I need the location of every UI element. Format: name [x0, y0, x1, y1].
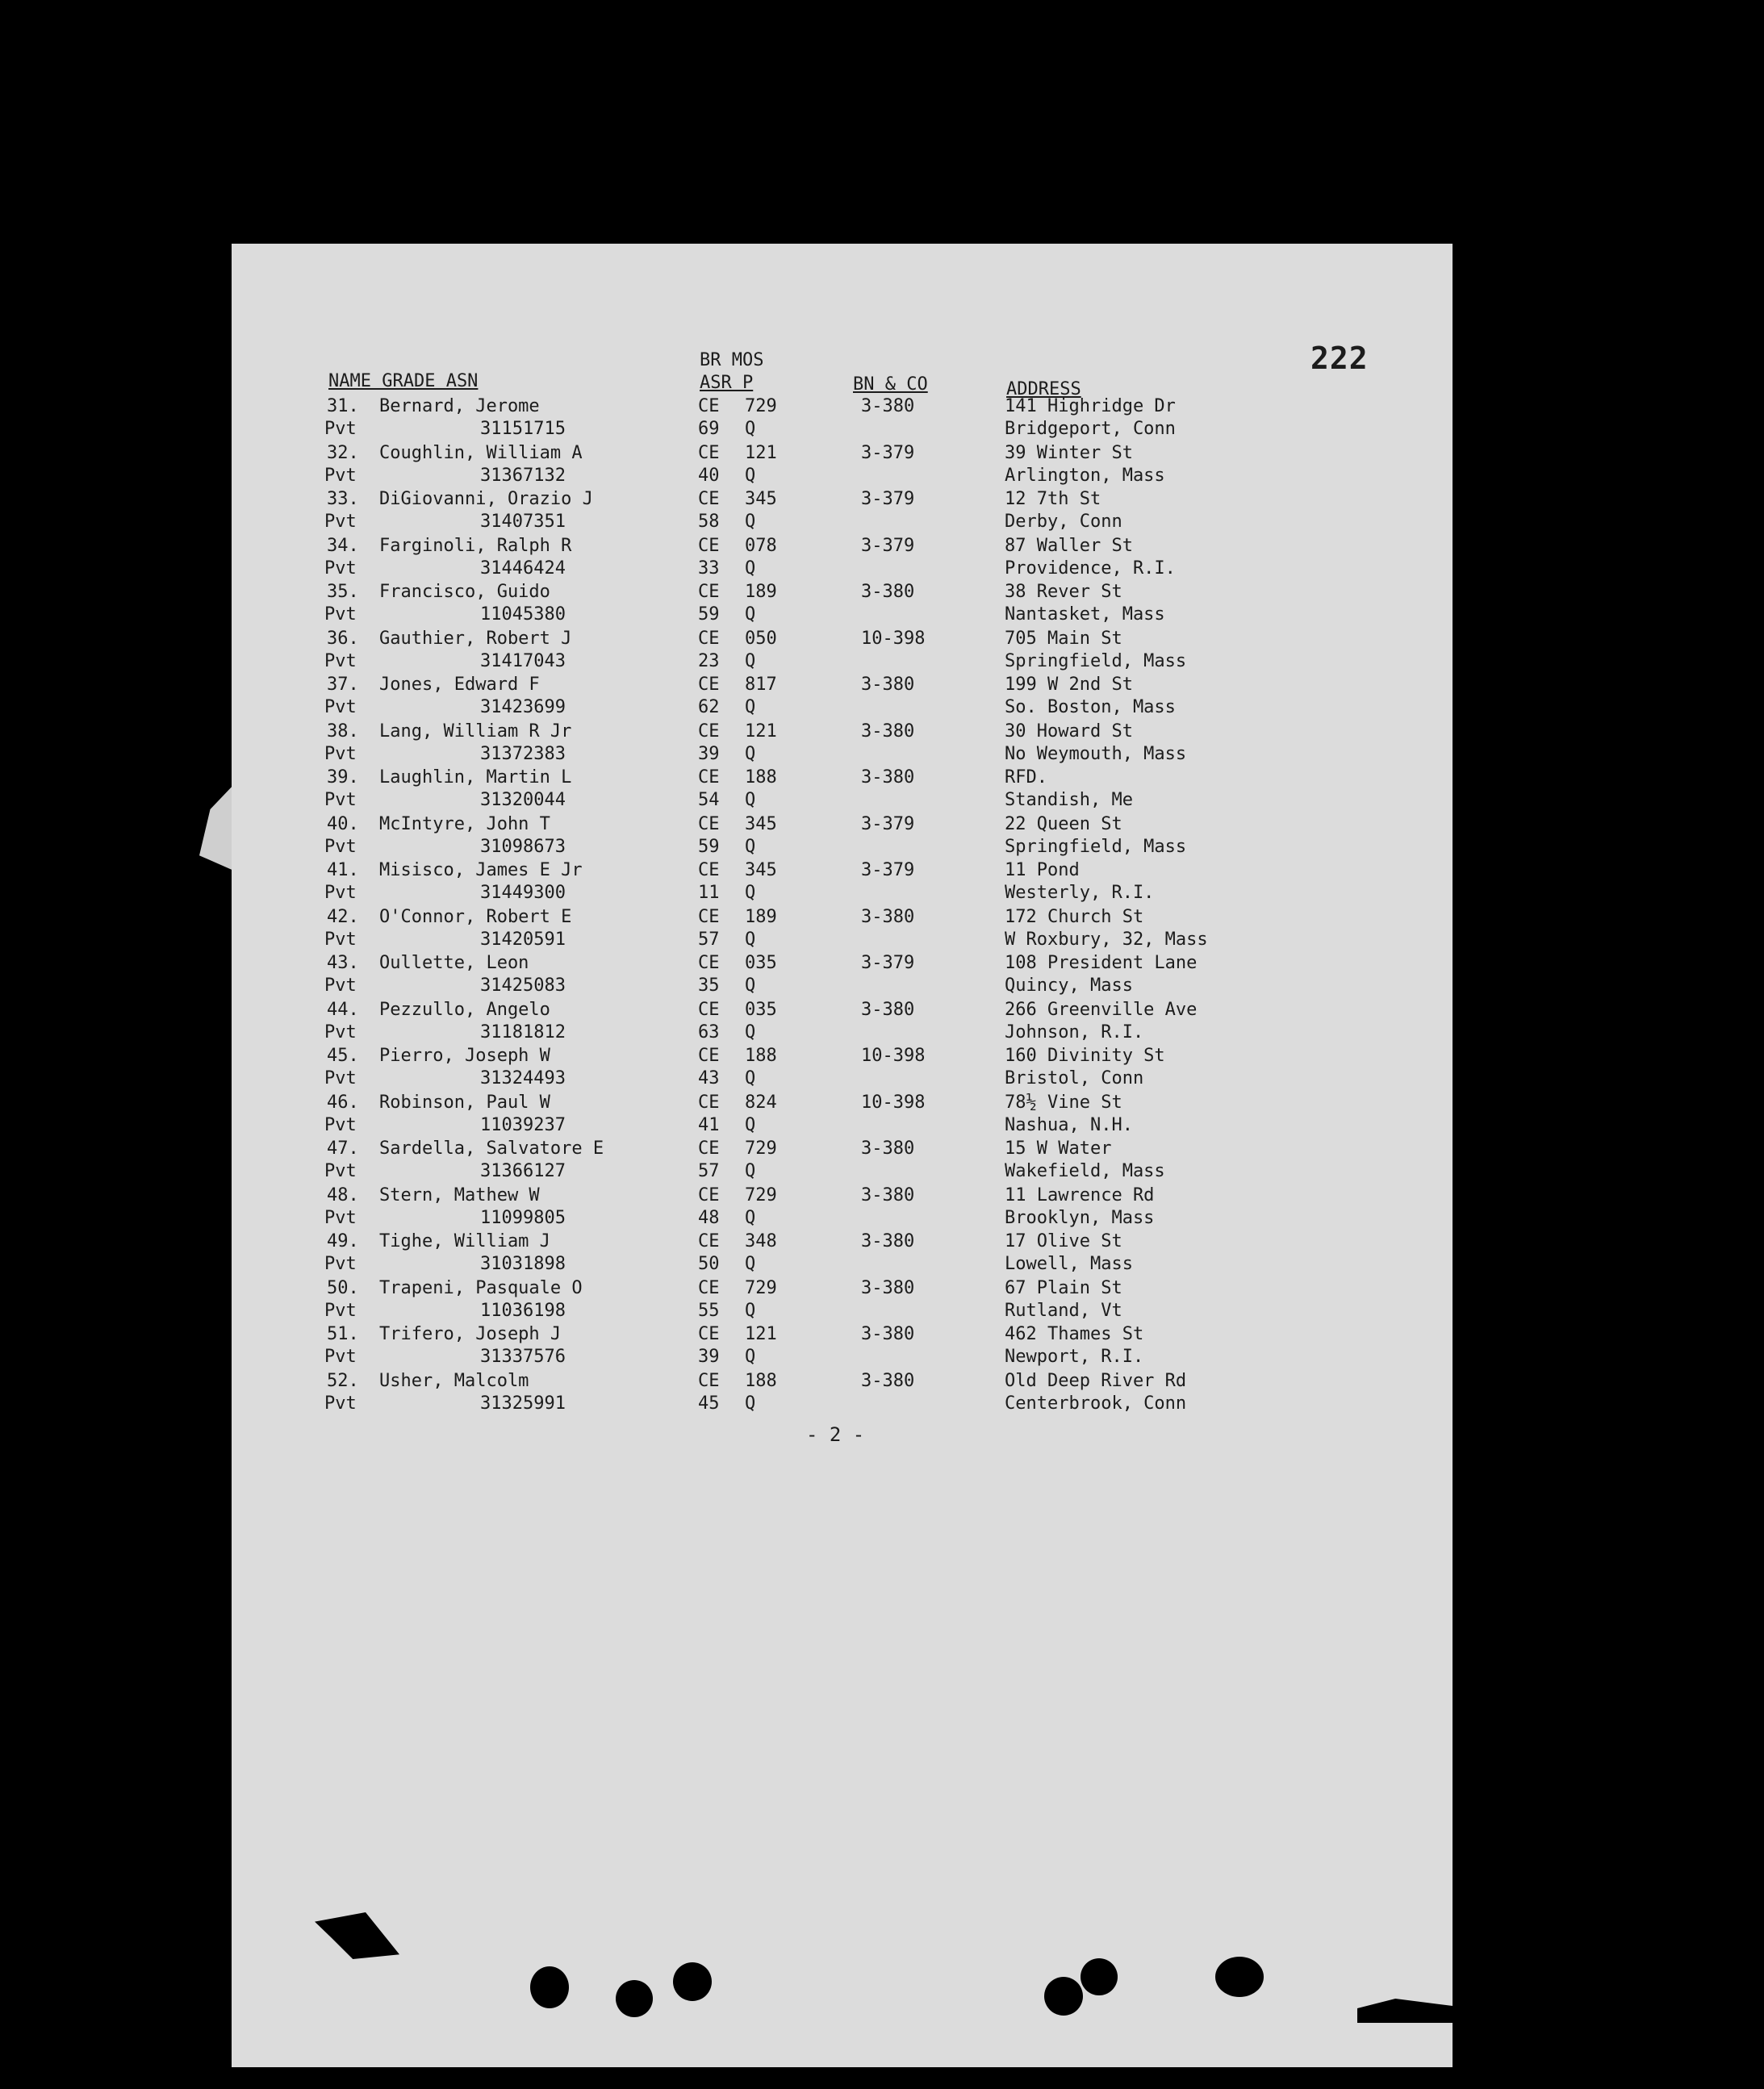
entry-number: 42.: [327, 906, 359, 927]
entry-number: 32.: [327, 442, 359, 463]
entry-grade: Pvt: [324, 1254, 357, 1274]
entry-asr: 63: [698, 1022, 720, 1042]
entry-name: Misisco, James E Jr: [379, 860, 583, 880]
roster-entry: [232, 767, 1453, 813]
entry-mos: 824: [745, 1092, 777, 1113]
roster-entry: [232, 952, 1453, 999]
entry-number: 35.: [327, 582, 359, 602]
entry-asn: 31407351: [480, 512, 566, 532]
entry-address-line2: Nantasket, Mass: [1005, 604, 1165, 625]
roster-entry: [232, 488, 1453, 535]
entry-number: 37.: [327, 675, 359, 695]
entry-p: Q: [745, 883, 756, 903]
roster-entry: [232, 535, 1453, 582]
entry-bn-co: 3-380: [861, 767, 915, 788]
entry-number: 52.: [327, 1370, 359, 1391]
entry-branch: CE: [698, 767, 720, 788]
entry-number: 47.: [327, 1139, 359, 1159]
entry-mos: 345: [745, 813, 777, 834]
entry-address-line1: 462 Thames St: [1005, 1324, 1144, 1344]
entry-address-line1: 266 Greenville Ave: [1005, 999, 1198, 1020]
entry-branch: CE: [698, 442, 720, 463]
entry-mos: 729: [745, 1184, 777, 1205]
punch-hole: [1215, 1957, 1264, 1997]
entry-address-line1: 160 Divinity St: [1005, 1046, 1165, 1066]
roster-entry: [232, 1092, 1453, 1139]
entry-address-line2: Centerbrook, Conn: [1005, 1393, 1187, 1414]
entry-mos: 729: [745, 396, 777, 416]
entry-name: Sardella, Salvatore E: [379, 1139, 604, 1159]
entry-mos: 817: [745, 675, 777, 695]
roster-entry: [232, 442, 1453, 489]
entry-branch: CE: [698, 628, 720, 649]
entry-address-line2: Brooklyn, Mass: [1005, 1207, 1155, 1228]
entry-branch: CE: [698, 1231, 720, 1251]
entry-asr: 48: [698, 1207, 720, 1228]
entry-branch: CE: [698, 675, 720, 695]
entry-address-line1: 705 Main St: [1005, 628, 1122, 649]
entry-address-line2: Johnson, R.I.: [1005, 1022, 1144, 1042]
entry-mos: 729: [745, 1277, 777, 1298]
entry-grade: Pvt: [324, 1300, 357, 1321]
roster-entry: [232, 1230, 1453, 1277]
entry-asr: 33: [698, 558, 720, 579]
entry-number: 45.: [327, 1046, 359, 1066]
entry-address-line1: 172 Church St: [1005, 906, 1144, 927]
entry-asr: 39: [698, 743, 720, 764]
entry-asr: 41: [698, 1114, 720, 1135]
roster-entry: [232, 859, 1453, 906]
roster-entry: [232, 1323, 1453, 1370]
entry-name: Coughlin, William A: [379, 442, 583, 463]
entry-number: 31.: [327, 396, 359, 416]
entry-asr: 57: [698, 929, 720, 950]
entry-branch: CE: [698, 953, 720, 973]
entry-grade: Pvt: [324, 1161, 357, 1181]
entry-branch: CE: [698, 813, 720, 834]
entry-branch: CE: [698, 582, 720, 602]
entry-asr: 54: [698, 790, 720, 810]
page-number: 222: [1310, 341, 1369, 376]
entry-bn-co: 3-380: [861, 396, 915, 416]
header-address: ADDRESS: [1006, 379, 1081, 399]
entry-mos: 188: [745, 1370, 777, 1391]
entry-address-line1: 22 Queen St: [1005, 813, 1122, 834]
entry-name: Oullette, Leon: [379, 953, 529, 973]
entry-bn-co: 10-398: [861, 628, 926, 649]
entry-bn-co: 3-380: [861, 1370, 915, 1391]
entry-asn: 31151715: [480, 419, 566, 439]
header-asr-p: ASR P: [700, 373, 754, 393]
entry-name: Usher, Malcolm: [379, 1370, 529, 1391]
entry-number: 44.: [327, 999, 359, 1020]
entry-name: Tighe, William J: [379, 1231, 550, 1251]
entry-asn: 11045380: [480, 604, 566, 625]
entry-asr: 43: [698, 1068, 720, 1088]
entry-bn-co: 3-379: [861, 535, 915, 556]
entry-bn-co: 3-380: [861, 721, 915, 742]
entry-mos: 189: [745, 582, 777, 602]
entry-branch: CE: [698, 535, 720, 556]
entry-asn: 31031898: [480, 1254, 566, 1274]
entry-p: Q: [745, 976, 756, 996]
entry-branch: CE: [698, 1184, 720, 1205]
entry-grade: Pvt: [324, 604, 357, 625]
entry-name: Robinson, Paul W: [379, 1092, 550, 1113]
entry-address-line1: 11 Pond: [1005, 860, 1080, 880]
roster-entry: [232, 721, 1453, 767]
entry-p: Q: [745, 697, 756, 717]
entry-p: Q: [745, 1068, 756, 1088]
entry-asr: 57: [698, 1161, 720, 1181]
entry-p: Q: [745, 1114, 756, 1135]
entry-bn-co: 3-380: [861, 1184, 915, 1205]
entry-address-line1: 15 W Water: [1005, 1139, 1112, 1159]
entry-branch: CE: [698, 1092, 720, 1113]
entry-asr: 62: [698, 697, 720, 717]
entry-bn-co: 3-379: [861, 489, 915, 509]
entry-name: O'Connor, Robert E: [379, 906, 572, 927]
roster-entry: [232, 1277, 1453, 1324]
roster-entry: [232, 1045, 1453, 1092]
entry-address-line1: 108 President Lane: [1005, 953, 1198, 973]
entry-number: 39.: [327, 767, 359, 788]
entry-asn: 31423699: [480, 697, 566, 717]
entry-number: 33.: [327, 489, 359, 509]
entry-mos: 188: [745, 767, 777, 788]
entry-address-line1: 39 Winter St: [1005, 442, 1133, 463]
entry-address-line2: Arlington, Mass: [1005, 465, 1165, 486]
entry-bn-co: 10-398: [861, 1092, 926, 1113]
entry-address-line1: 87 Waller St: [1005, 535, 1133, 556]
entry-branch: CE: [698, 1324, 720, 1344]
entry-address-line1: 78½ Vine St: [1005, 1092, 1122, 1113]
roster-entry: [232, 999, 1453, 1046]
entry-name: McIntyre, John T: [379, 813, 550, 834]
entry-number: 49.: [327, 1231, 359, 1251]
entry-name: Francisco, Guido: [379, 582, 550, 602]
entry-name: Trapeni, Pasquale O: [379, 1277, 583, 1298]
header-name-grade-asn: NAME GRADE ASN: [328, 371, 479, 391]
entry-branch: CE: [698, 860, 720, 880]
entry-asn: 31325991: [480, 1393, 566, 1414]
entry-branch: CE: [698, 721, 720, 742]
entry-address-line2: Wakefield, Mass: [1005, 1161, 1165, 1181]
entry-asn: 11039237: [480, 1114, 566, 1135]
entry-p: Q: [745, 650, 756, 671]
entry-asn: 11036198: [480, 1300, 566, 1321]
roster-entry: [232, 395, 1453, 442]
entry-asn: 31367132: [480, 465, 566, 486]
entry-bn-co: 3-380: [861, 1324, 915, 1344]
entry-grade: Pvt: [324, 697, 357, 717]
entry-mos: 035: [745, 999, 777, 1020]
punch-hole: [616, 1980, 653, 2017]
entry-branch: CE: [698, 999, 720, 1020]
entry-p: Q: [745, 743, 756, 764]
entry-asn: 31417043: [480, 650, 566, 671]
entry-p: Q: [745, 1022, 756, 1042]
entry-grade: Pvt: [324, 1207, 357, 1228]
entry-address-line1: 17 Olive St: [1005, 1231, 1122, 1251]
entry-asr: 55: [698, 1300, 720, 1321]
entry-name: Jones, Edward F: [379, 675, 540, 695]
entry-mos: 189: [745, 906, 777, 927]
entry-bn-co: 3-380: [861, 1231, 915, 1251]
entry-branch: CE: [698, 1046, 720, 1066]
entry-number: 46.: [327, 1092, 359, 1113]
entry-asn: 31337576: [480, 1347, 566, 1367]
entry-bn-co: 3-380: [861, 999, 915, 1020]
entry-branch: CE: [698, 1370, 720, 1391]
entry-address-line2: So. Boston, Mass: [1005, 697, 1176, 717]
roster-entry: [232, 674, 1453, 721]
entry-p: Q: [745, 465, 756, 486]
entry-address-line1: 67 Plain St: [1005, 1277, 1122, 1298]
entry-address-line2: W Roxbury, 32, Mass: [1005, 929, 1208, 950]
entry-asn: 31098673: [480, 836, 566, 857]
entry-mos: 035: [745, 953, 777, 973]
entry-number: 40.: [327, 813, 359, 834]
entry-grade: Pvt: [324, 1347, 357, 1367]
entry-bn-co: 3-379: [861, 442, 915, 463]
entry-address-line2: Providence, R.I.: [1005, 558, 1176, 579]
entry-grade: Pvt: [324, 976, 357, 996]
entry-asn: 31324493: [480, 1068, 566, 1088]
entry-mos: 345: [745, 860, 777, 880]
entry-asr: 11: [698, 883, 720, 903]
entry-grade: Pvt: [324, 419, 357, 439]
entry-asr: 23: [698, 650, 720, 671]
page-edge-tab: [199, 783, 236, 871]
entry-asn: 31181812: [480, 1022, 566, 1042]
entry-number: 43.: [327, 953, 359, 973]
entry-address-line2: Newport, R.I.: [1005, 1347, 1144, 1367]
entry-p: Q: [745, 1393, 756, 1414]
entry-asr: 39: [698, 1347, 720, 1367]
entry-address-line1: RFD.: [1005, 767, 1047, 788]
entry-asr: 45: [698, 1393, 720, 1414]
entry-grade: Pvt: [324, 650, 357, 671]
entry-mos: 729: [745, 1139, 777, 1159]
entry-bn-co: 3-380: [861, 906, 915, 927]
entry-asn: 31372383: [480, 743, 566, 764]
entry-asn: 31449300: [480, 883, 566, 903]
entry-bn-co: 3-379: [861, 813, 915, 834]
entry-grade: Pvt: [324, 1114, 357, 1135]
entry-asn: 31420591: [480, 929, 566, 950]
entry-p: Q: [745, 1207, 756, 1228]
entry-asr: 69: [698, 419, 720, 439]
entry-number: 34.: [327, 535, 359, 556]
punch-hole: [1081, 1958, 1118, 1995]
entry-address-line2: Bridgeport, Conn: [1005, 419, 1176, 439]
entry-asn: 31320044: [480, 790, 566, 810]
entry-mos: 078: [745, 535, 777, 556]
entry-p: Q: [745, 419, 756, 439]
entry-branch: CE: [698, 489, 720, 509]
entry-address-line2: Standish, Me: [1005, 790, 1133, 810]
entry-p: Q: [745, 512, 756, 532]
entry-grade: Pvt: [324, 1022, 357, 1042]
roster-entry: [232, 581, 1453, 628]
entry-grade: Pvt: [324, 1068, 357, 1088]
entry-address-line2: Rutland, Vt: [1005, 1300, 1122, 1321]
entry-address-line2: Quincy, Mass: [1005, 976, 1133, 996]
roster-entry: [232, 1138, 1453, 1184]
entry-name: Lang, William R Jr: [379, 721, 572, 742]
entry-asr: 50: [698, 1254, 720, 1274]
entry-p: Q: [745, 929, 756, 950]
entry-number: 50.: [327, 1277, 359, 1298]
entry-address-line2: Springfield, Mass: [1005, 650, 1187, 671]
entry-grade: Pvt: [324, 512, 357, 532]
entry-branch: CE: [698, 1139, 720, 1159]
entry-name: Trifero, Joseph J: [379, 1324, 562, 1344]
entry-address-line2: Westerly, R.I.: [1005, 883, 1155, 903]
entry-name: DiGiovanni, Orazio J: [379, 489, 593, 509]
entry-address-line1: 199 W 2nd St: [1005, 675, 1133, 695]
entry-mos: 050: [745, 628, 777, 649]
entry-address-line1: 30 Howard St: [1005, 721, 1133, 742]
entry-bn-co: 3-380: [861, 582, 915, 602]
entry-asn: 11099805: [480, 1207, 566, 1228]
entry-grade: Pvt: [324, 465, 357, 486]
entry-asr: 40: [698, 465, 720, 486]
entry-bn-co: 3-380: [861, 675, 915, 695]
entry-grade: Pvt: [324, 883, 357, 903]
entry-grade: Pvt: [324, 836, 357, 857]
entry-grade: Pvt: [324, 790, 357, 810]
entry-mos: 348: [745, 1231, 777, 1251]
entry-mos: 121: [745, 1324, 777, 1344]
entry-address-line1: 11 Lawrence Rd: [1005, 1184, 1155, 1205]
roster-entry: [232, 628, 1453, 675]
entry-grade: Pvt: [324, 1393, 357, 1414]
entry-name: Laughlin, Martin L: [379, 767, 572, 788]
entry-name: Bernard, Jerome: [379, 396, 540, 416]
entry-bn-co: 3-379: [861, 953, 915, 973]
entry-address-line1: Old Deep River Rd: [1005, 1370, 1187, 1391]
entry-address-line1: 38 Rever St: [1005, 582, 1122, 602]
entry-name: Pierro, Joseph W: [379, 1046, 550, 1066]
punch-hole: [673, 1962, 712, 2001]
entry-asn: 31425083: [480, 976, 566, 996]
entry-name: Stern, Mathew W: [379, 1184, 540, 1205]
entry-asn: 31446424: [480, 558, 566, 579]
entry-p: Q: [745, 558, 756, 579]
entry-asr: 35: [698, 976, 720, 996]
entry-address-line2: Bristol, Conn: [1005, 1068, 1144, 1088]
punch-hole: [530, 1966, 569, 2008]
entry-asn: 31366127: [480, 1161, 566, 1181]
entry-address-line2: Lowell, Mass: [1005, 1254, 1133, 1274]
entry-bn-co: 3-379: [861, 860, 915, 880]
roster-entry: [232, 1370, 1453, 1417]
entry-bn-co: 3-380: [861, 1277, 915, 1298]
entry-name: Farginoli, Ralph R: [379, 535, 572, 556]
entry-address-line2: No Weymouth, Mass: [1005, 743, 1187, 764]
entry-mos: 121: [745, 442, 777, 463]
roster-list: [232, 395, 1453, 1416]
entry-bn-co: 10-398: [861, 1046, 926, 1066]
entry-address-line2: Springfield, Mass: [1005, 836, 1187, 857]
entry-name: Pezzullo, Angelo: [379, 999, 550, 1020]
entry-grade: Pvt: [324, 743, 357, 764]
entry-asr: 59: [698, 836, 720, 857]
header-br-mos: BR MOS: [700, 350, 764, 370]
entry-number: 36.: [327, 628, 359, 649]
entry-mos: 188: [745, 1046, 777, 1066]
entry-p: Q: [745, 604, 756, 625]
entry-address-line2: Derby, Conn: [1005, 512, 1122, 532]
entry-asr: 58: [698, 512, 720, 532]
entry-number: 38.: [327, 721, 359, 742]
entry-asr: 59: [698, 604, 720, 625]
entry-number: 51.: [327, 1324, 359, 1344]
entry-p: Q: [745, 1254, 756, 1274]
entry-branch: CE: [698, 1277, 720, 1298]
entry-bn-co: 3-380: [861, 1139, 915, 1159]
entry-p: Q: [745, 790, 756, 810]
roster-entry: [232, 906, 1453, 953]
entry-number: 48.: [327, 1184, 359, 1205]
entry-p: Q: [745, 1161, 756, 1181]
page-footer: - 2 -: [806, 1423, 865, 1446]
entry-branch: CE: [698, 396, 720, 416]
header-bn-co: BN & CO: [853, 374, 928, 395]
entry-grade: Pvt: [324, 929, 357, 950]
entry-address-line1: 12 7th St: [1005, 489, 1101, 509]
roster-entry: [232, 813, 1453, 860]
entry-p: Q: [745, 1347, 756, 1367]
entry-address-line2: Nashua, N.H.: [1005, 1114, 1133, 1135]
entry-p: Q: [745, 1300, 756, 1321]
entry-mos: 121: [745, 721, 777, 742]
entry-address-line1: 141 Highridge Dr: [1005, 396, 1176, 416]
entry-number: 41.: [327, 860, 359, 880]
entry-branch: CE: [698, 906, 720, 927]
roster-entry: [232, 1184, 1453, 1231]
entry-p: Q: [745, 836, 756, 857]
punch-hole: [1044, 1977, 1083, 2016]
entry-grade: Pvt: [324, 558, 357, 579]
entry-name: Gauthier, Robert J: [379, 628, 572, 649]
entry-mos: 345: [745, 489, 777, 509]
document-page: [232, 244, 1453, 2067]
